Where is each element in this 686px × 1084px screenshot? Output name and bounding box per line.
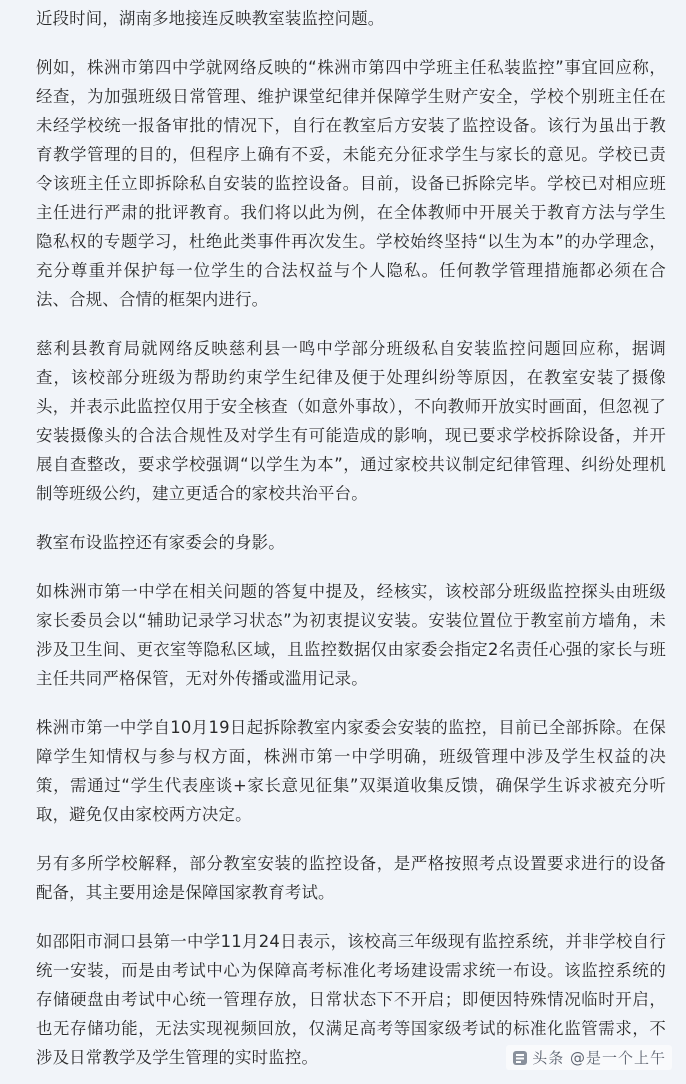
- paragraph-zhuzhou-no1-removal: 株洲市第一中学自10月19日起拆除教室内家委会安装的监控，目前已全部拆除。在保障学生知情权与参与权方面，株洲市第一中学明确，班级管理中涉及学生权益的决策，需通过“学生代表座谈+家长意见征集”双渠道收集反馈，确保学生诉求被充分听取，避免仅由家校两方决定。: [36, 718, 666, 824]
- paragraph-parent-committee: 教室布设监控还有家委会的身影。: [36, 533, 285, 552]
- paragraph-intro: 近段时间，湖南多地接连反映教室装监控问题。: [36, 9, 385, 28]
- paragraph-cili-county: 慈利县教育局就网络反映慈利县一鸣中学部分班级私自安装监控问题回应称，据调查，该校部分班级为帮助约束学生纪律及便于处理纠纷等原因，在教室安装了摄像头，并表示此监控仅用于安全核查（如意外事故），不向教师开放实时画面，但忽视了安装摄像头的合法合规性及对学生有可能造成的影响，现已要求学校拆除设备，并开展自查整改，要求学校强调“以学生为本”，通过家校共议制定纪律管理、纠纷处理机制等班级公约，建立更适合的家校共治平台。: [36, 339, 666, 503]
- watermark-text: 头条 @是一个上午: [532, 1049, 666, 1067]
- paragraph-zhuzhou-no1-reply: 如株洲市第一中学在相关问题的答复中提及，经核实，该校部分班级监控探头由班级家长委员会以“辅助记录学习状态”为初衷提议安装。安装位置位于教室前方墙角，未涉及卫生间、更衣室等隐私区域，且监控数据仅由家委会指定2名责任心强的家长与班主任共同严格保管，无对外传播或滥用记录。: [36, 582, 666, 688]
- paragraph-exam-equipment: 另有多所学校解释，部分教室安装的监控设备，是严格按照考点设置要求进行的设备配备，其主要用途是保障国家教育考试。: [36, 854, 666, 902]
- watermark: [506, 1045, 672, 1070]
- paragraph-zhuzhou-no4: 例如，株洲市第四中学就网络反映的“株洲市第四中学班主任私装监控”事宜回应称，经查，为加强班级日常管理、维护课堂纪律并保障学生财产安全，学校个别班主任在未经学校统一报备审批的情况下，自行在教室后方安装了监控设备。该行为虽出于教育教学管理的目的，但程序上确有不妥，未能充分征求学生与家长的意见。学校已责令该班主任立即拆除私自安装的监控设备。目前，设备已拆除完毕。学校已对相应班主任进行严肃的批评教育。我们将以此为例，在全体教师中开展关于教育方法与学生隐私权的专题学习，杜绝此类事件再次发生。学校始终坚持“以生为本”的办学理念，充分尊重并保护每一位学生的合法权益与个人隐私。任何教学管理措施都必须在合法、合规、合情的框架内进行。: [36, 58, 666, 309]
- toutiao-logo-icon: [512, 1050, 528, 1066]
- paragraph-dongkou-no1: 如邵阳市洞口县第一中学11月24日表示，该校高三年级现有监控系统，并非学校自行统一安装，而是由考试中心为保障高考标准化考场建设需求统一布设。该监控系统的存储硬盘由考试中心统一管理存放，日常状态下不开启；即便因特殊情况临时开启，也无存储功能，无法实现视频回放，仅满足高考等国家级考试的标准化监管需求，不涉及日常教学及学生管理的实时监控。: [36, 932, 666, 1067]
